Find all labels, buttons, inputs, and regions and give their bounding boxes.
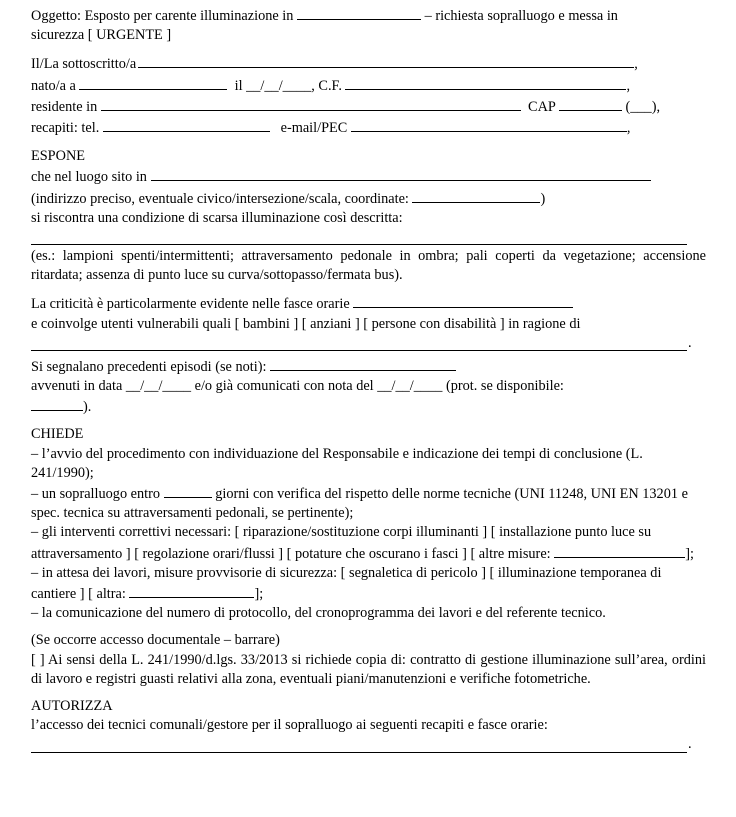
address-hint-close: ) bbox=[540, 190, 546, 207]
previous-episodes-field[interactable] bbox=[270, 356, 456, 371]
inspection-prefix: – un sopralluogo entro bbox=[31, 486, 161, 503]
time-slots-label: La criticità è particolarmente evidente nelle fasce orarie bbox=[31, 296, 350, 313]
residence-field[interactable] bbox=[101, 96, 521, 111]
previous-dates-row bbox=[31, 377, 706, 396]
address-hint-row bbox=[31, 188, 706, 209]
protocol-row bbox=[31, 396, 706, 417]
declarant-name-row: Il/La sottoscritto/a , bbox=[31, 53, 706, 74]
espone-heading: ESPONE bbox=[31, 148, 86, 165]
autorizza-text: l’accesso dei tecnici comunali/gestore per il sopralluogo ai seguenti recapiti e fasce orarie: bbox=[31, 717, 548, 734]
province-field[interactable]: (___), bbox=[625, 98, 661, 115]
time-slots-field[interactable] bbox=[353, 293, 573, 308]
birthplace-field[interactable] bbox=[79, 75, 227, 90]
cap-label: CAP bbox=[528, 98, 556, 115]
cf-label: , C.F. bbox=[311, 77, 342, 94]
cap-field[interactable] bbox=[559, 96, 622, 111]
access-request[interactable]: [ ] Ai sensi della L. 241/1990/d.lgs. 33/2013 si richiede copia di: contratto di gestione illuminazione sull’area, ordini di lavoro e registri guasti relativi alla zona, eventuali piani/manutenzioni e verifiche fotometriche. bbox=[31, 651, 706, 687]
protocol-close: ). bbox=[83, 399, 92, 416]
condition-description-line[interactable] bbox=[31, 228, 706, 247]
protocol-label: (prot. se disponibile: bbox=[445, 378, 564, 395]
place-field[interactable] bbox=[151, 166, 651, 181]
subject-place-field[interactable] bbox=[297, 5, 421, 20]
request-item-temporary bbox=[31, 564, 706, 604]
reason-line[interactable]: . bbox=[31, 334, 706, 353]
criticality-time-row bbox=[31, 293, 706, 314]
communicated-label: e/o già comunicati con nota del bbox=[194, 378, 374, 395]
request-item-communication: – la comunicazione del numero di protocollo, del cronoprogramma dei lavori e del referente tecnico. bbox=[31, 605, 606, 622]
declarant-birth-row: nato/a a il __/__/____, C.F. , bbox=[31, 75, 706, 96]
temporary-close: ]; bbox=[254, 586, 264, 603]
birthdate-field[interactable]: __/__/____ bbox=[246, 77, 312, 94]
contacts-time-line[interactable]: . bbox=[31, 736, 706, 755]
previous-episodes-row bbox=[31, 356, 706, 377]
request-item-corrective bbox=[31, 523, 706, 563]
examples-text: (es.: lampioni spenti/intermittenti; attraversamento pedonale in ombra; pali coperti da vegetazione; accensione ritardata; assenza di punto luce su curva/sottopasso/fermata bus). bbox=[31, 248, 706, 284]
inspection-days-field[interactable] bbox=[164, 483, 212, 498]
note-date-field[interactable]: __/__/____ bbox=[377, 378, 443, 395]
request-item-inspection bbox=[31, 483, 706, 523]
other-measures-field[interactable] bbox=[554, 543, 685, 558]
subject-urgent: sicurezza [ URGENTE ] bbox=[31, 27, 172, 44]
corrective-close: ]; bbox=[685, 545, 694, 562]
corrective-text: – gli interventi correttivi necessari: [ riparazione/sostituzione corpi illuminanti ] [ installazione punto luce su attraversamento ] [ regolazione orari/flussi ] [ potature che oscurano i fasci ] [ altre misure: bbox=[31, 524, 652, 562]
coordinates-field[interactable] bbox=[412, 188, 540, 203]
declarant-name-field[interactable] bbox=[138, 53, 634, 68]
declarant-residence-row bbox=[31, 96, 706, 117]
temporary-text: – in attesa dei lavori, misure provvisorie di sicurezza: [ segnaletica di pericolo ] [ illuminazione temporanea di cantiere ] [ altra: bbox=[31, 564, 662, 603]
born-label: nato/a a bbox=[31, 77, 76, 94]
phone-field[interactable] bbox=[103, 117, 270, 132]
subject-suffix: – richiesta sopralluogo e messa in bbox=[424, 8, 618, 24]
episode-date-label: avvenuti in data bbox=[31, 378, 123, 395]
protocol-field[interactable] bbox=[31, 396, 83, 411]
subject-line bbox=[31, 5, 706, 26]
other-temporary-field[interactable] bbox=[129, 583, 254, 598]
condition-text: si riscontra una condizione di scarsa illuminazione così descritta: bbox=[31, 209, 403, 226]
subject-prefix: Oggetto: Esposto per carente illuminazione in bbox=[31, 8, 294, 24]
autorizza-heading: AUTORIZZA bbox=[31, 698, 113, 715]
inspection-suffix: giorni con verifica del rispetto delle norme tecniche (UNI 11248, UNI EN 13201 e spec. tecnica su attraversamenti pedonali, se pertinente); bbox=[31, 486, 688, 522]
place-label: che nel luogo sito in bbox=[31, 169, 147, 186]
request-item-procedure: – l’avvio del procedimento con individuazione del Responsabile e indicazione dei tempi di conclusione (L. 241/1990); bbox=[31, 445, 643, 481]
chiede-heading: CHIEDE bbox=[31, 426, 84, 443]
previous-episodes-label: Si segnalano precedenti episodi (se noti): bbox=[31, 358, 267, 375]
address-hint: (indirizzo preciso, eventuale civico/intersezione/scala, coordinate: bbox=[31, 190, 409, 207]
email-label: e-mail/PEC bbox=[280, 120, 348, 137]
declarant-intro: Il/La sottoscritto/a bbox=[31, 56, 137, 73]
access-note: (Se occorre accesso documentale – barrare) bbox=[31, 632, 280, 649]
resident-label: residente in bbox=[31, 98, 98, 115]
phone-label: recapiti: tel. bbox=[31, 120, 100, 137]
cf-field[interactable] bbox=[345, 75, 626, 90]
birthdate-label: il bbox=[234, 77, 243, 94]
declarant-contacts-row: recapiti: tel. e-mail/PEC , bbox=[31, 117, 706, 138]
vulnerable-users-text: e coinvolge utenti vulnerabili quali [ bambini ] [ anziani ] [ persone con disabilità ] in ragione di bbox=[31, 315, 581, 332]
place-row bbox=[31, 166, 706, 187]
episode-date-field[interactable]: __/__/____ bbox=[125, 378, 192, 395]
email-field[interactable] bbox=[351, 117, 627, 132]
